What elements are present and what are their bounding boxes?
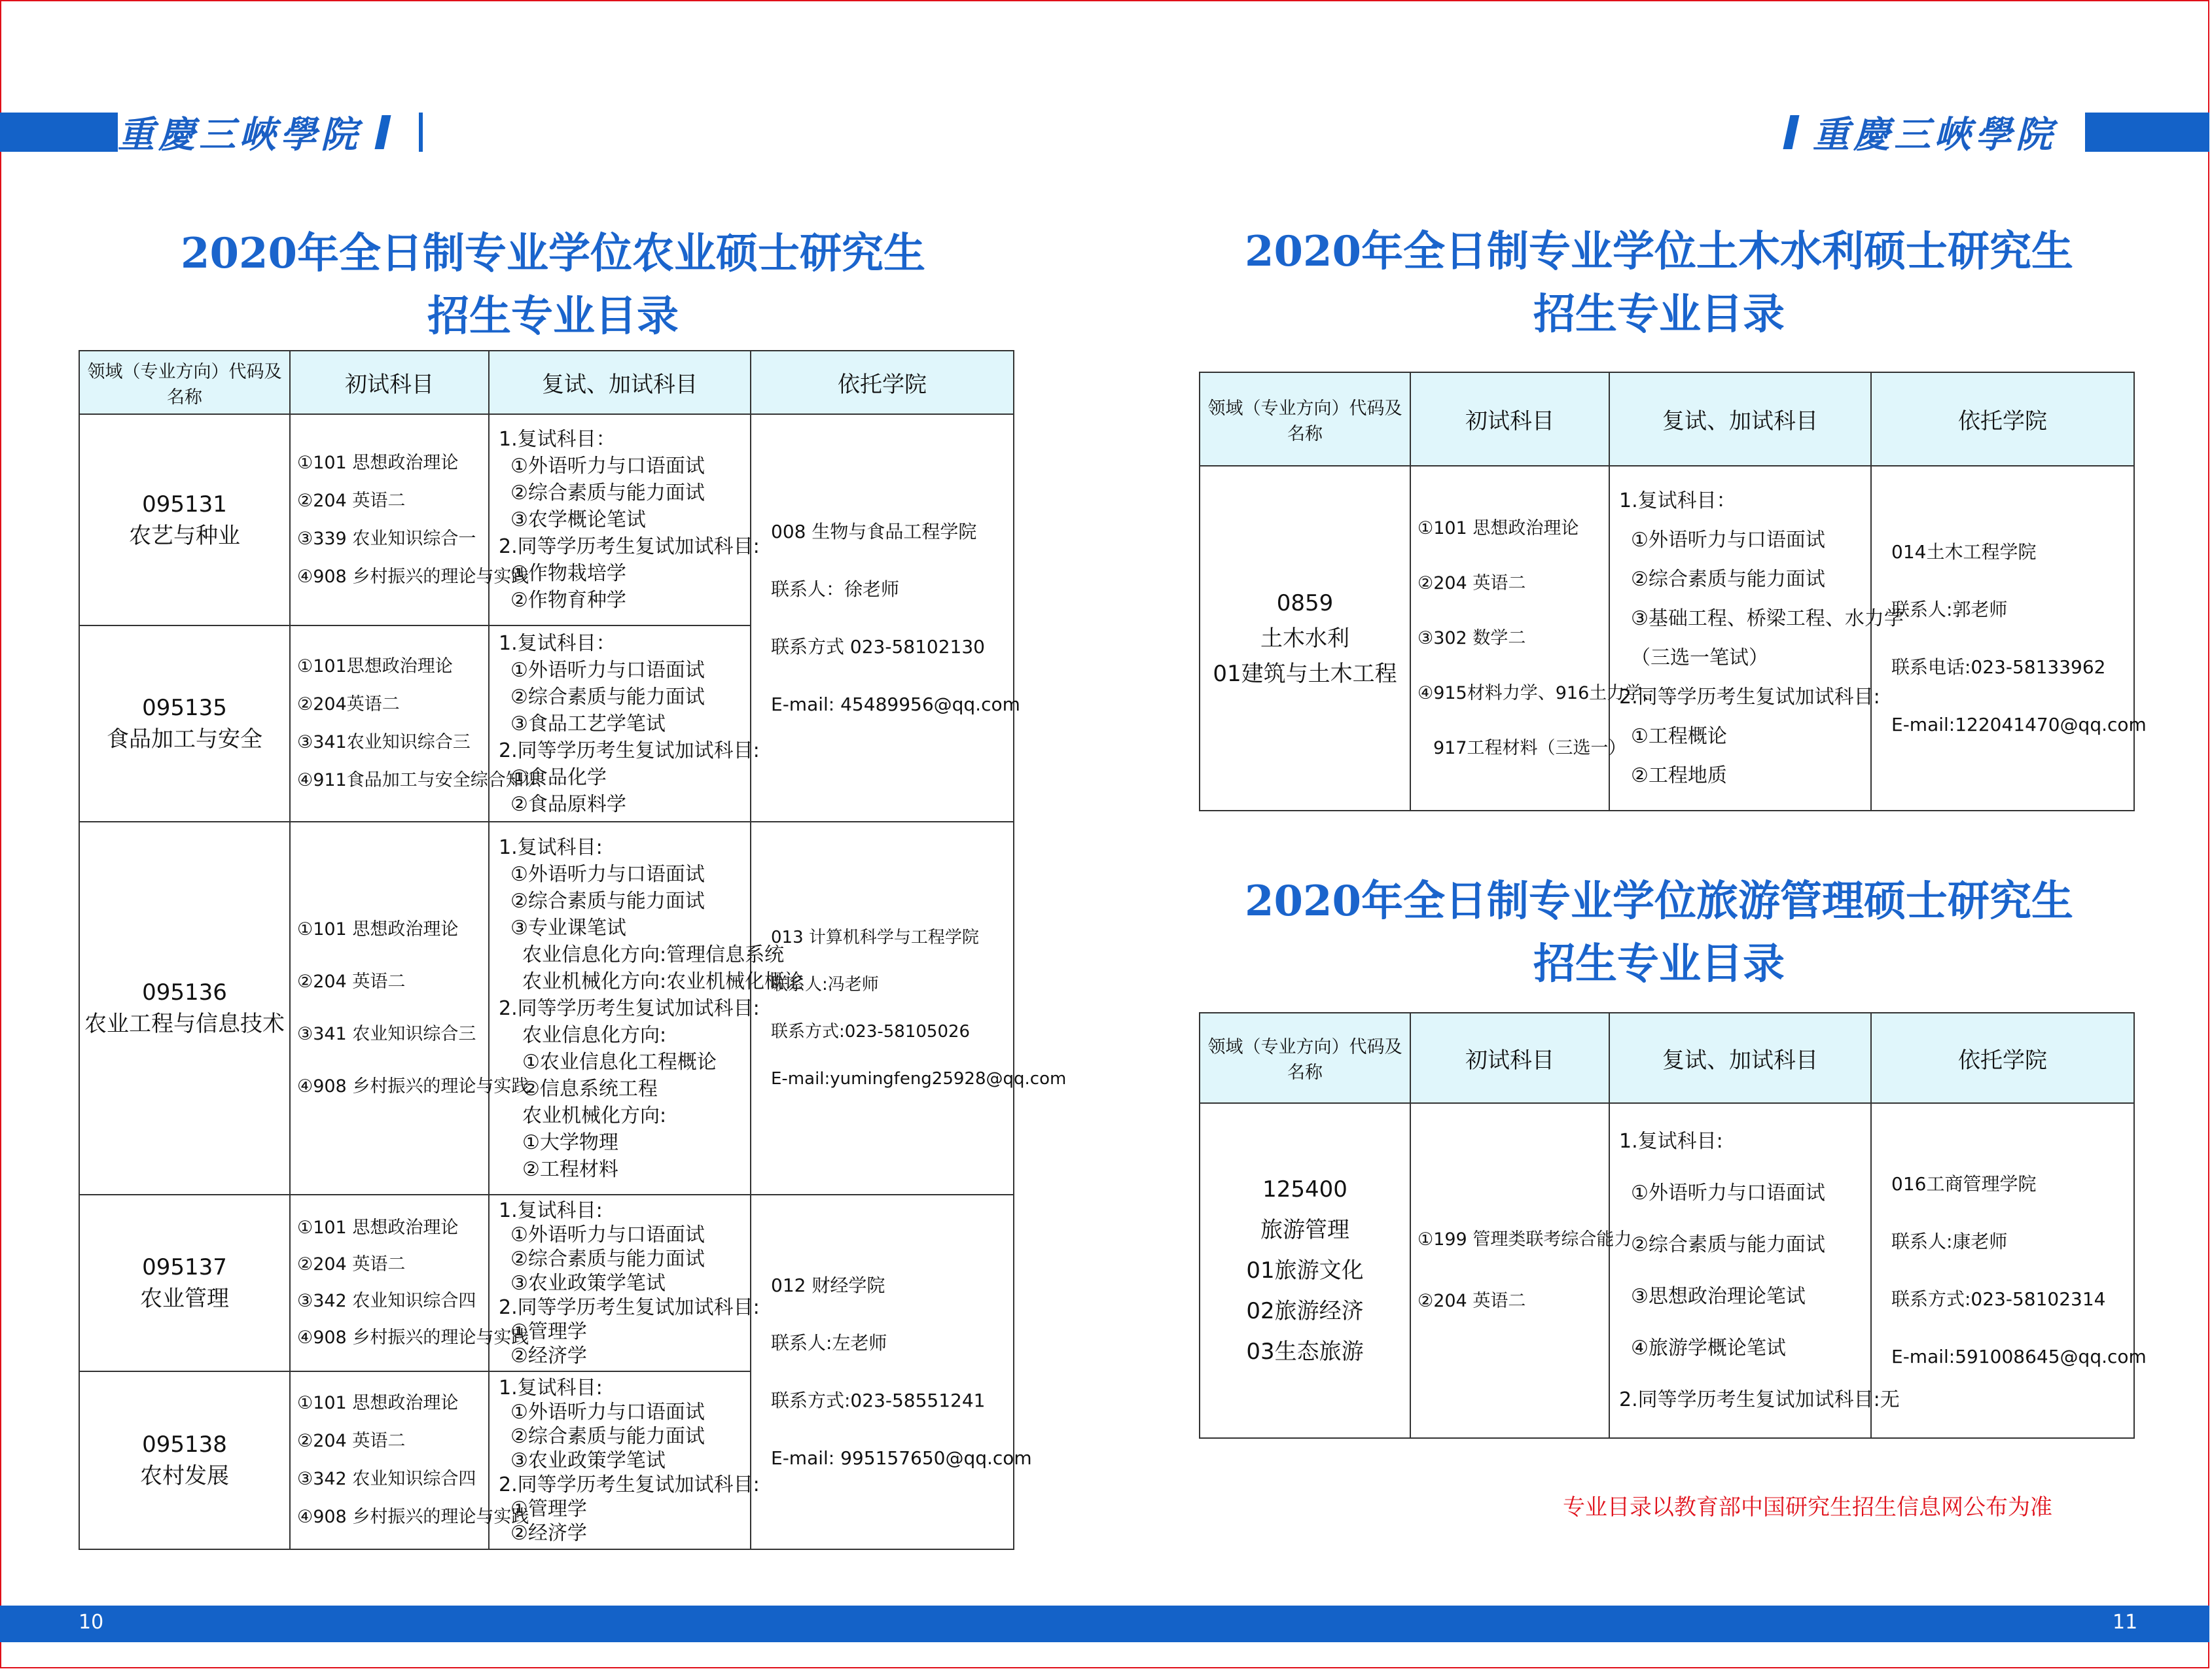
table-row — [79, 822, 1014, 1195]
retest-item: ②信息系统工程 — [522, 1077, 658, 1100]
retest-item: ①工程概论 — [1631, 724, 1727, 748]
exam-item: ②204 英语二 — [1418, 1291, 1526, 1311]
major-cell — [1200, 1103, 1410, 1438]
college-cell — [751, 822, 1067, 1195]
retest-subjects — [489, 1195, 760, 1371]
retest-item: 农业信息化方向:管理信息系统 — [522, 943, 785, 966]
major-cell — [79, 1371, 290, 1549]
table-row — [1200, 1103, 2134, 1438]
retest-item: ④旅游学概论笔试 — [1631, 1337, 1786, 1360]
table-row — [79, 1195, 1014, 1371]
civil-title — [1185, 220, 2133, 346]
left-title — [79, 222, 1027, 348]
title-line-1: 2020年全日制专业学位旅游管理硕士研究生 — [1244, 877, 2074, 926]
retest-item: ①大学物理 — [522, 1131, 618, 1154]
college-email: E-mail:yumingfeng25928@qq.com — [771, 1069, 1067, 1089]
college-contact: 联系人:左老师 — [771, 1332, 887, 1354]
agriculture-catalog-table — [79, 350, 1067, 1550]
logo-text: 重慶三峽學院 — [118, 113, 361, 156]
retest-item: ①作物栽培学 — [510, 562, 626, 585]
retest-item: 2.同等学历考生复试加试科目: — [499, 739, 760, 762]
retest-item: ③基础工程、桥梁工程、水力学 — [1631, 607, 1904, 630]
major-code: 095135 — [142, 695, 227, 721]
table-header-row — [1200, 1013, 2134, 1103]
college-email: E-mail:122041470@qq.com — [1891, 713, 2147, 735]
table-row — [1200, 466, 2134, 811]
exam-subjects — [290, 1195, 529, 1371]
college-email: E-mail: 995157650@qq.com — [771, 1447, 1032, 1469]
exam-item: ④911食品加工与安全综合知识 — [297, 770, 541, 790]
major-direction: 01旅游文化 — [1246, 1258, 1364, 1284]
exam-item: ④908 乡村振兴的理论与实践 — [297, 566, 529, 587]
retest-item: ①外语听力与口语面试 — [510, 658, 705, 682]
retest-item: ②经济学 — [510, 1521, 587, 1545]
exam-subjects — [290, 414, 529, 625]
retest-item: ②综合素质与能力面试 — [1631, 1233, 1825, 1256]
exam-subjects — [290, 625, 541, 822]
retest-item: ①农业信息化工程概论 — [522, 1050, 717, 1074]
exam-item: ①101 思想政治理论 — [1418, 518, 1579, 538]
column-header: 依托学院 — [751, 351, 1014, 414]
exam-subjects — [290, 1371, 529, 1549]
retest-item: 农业机械化方向: — [522, 1104, 667, 1127]
retest-item: ①外语听力与口语面试 — [1631, 1182, 1825, 1205]
retest-item: ①外语听力与口语面试 — [510, 1400, 705, 1424]
college-name: 016工商管理学院 — [1891, 1173, 2037, 1195]
exam-item: ③342 农业知识综合四 — [297, 1469, 476, 1489]
college-cell — [751, 414, 1020, 822]
retest-item: ②综合素质与能力面试 — [510, 482, 705, 504]
college-contact: 联系人:郭老师 — [1891, 598, 2008, 620]
retest-item: ①外语听力与口语面试 — [510, 1223, 705, 1246]
column-header: 依托学院 — [1871, 1013, 2134, 1103]
exam-item: ①101思想政治理论 — [297, 656, 453, 677]
college-contact: 联系人:康老师 — [1891, 1231, 2008, 1252]
retest-item: 1.复试科目： — [1619, 489, 1736, 512]
major-name: 食品加工与安全 — [107, 726, 262, 752]
college-name: 014土木工程学院 — [1891, 540, 2037, 563]
major-code: 095131 — [142, 491, 227, 518]
exam-subjects — [1410, 1103, 1632, 1438]
retest-item: ①管理学 — [510, 1320, 587, 1343]
logo-text: 重慶三峽學院 — [1813, 113, 2056, 156]
college-contact: 联系人:冯老师 — [771, 975, 879, 994]
exam-item: ②204 英语二 — [297, 1254, 406, 1275]
retest-item: ②工程材料 — [522, 1157, 618, 1181]
column-header: 领域（专业方向）代码及名称 — [79, 351, 290, 414]
retest-subjects — [1609, 466, 1904, 811]
exam-item: ④915材料力学、916土力学、 — [1418, 682, 1660, 703]
major-name: 农业工程与信息技术 — [84, 1011, 285, 1037]
retest-item: 1.复试科目： — [499, 428, 616, 451]
major-code: 095136 — [142, 979, 227, 1006]
retest-subjects — [489, 822, 804, 1195]
table-header-row — [79, 351, 1014, 414]
retest-item: ③思想政治理论笔试 — [1631, 1285, 1806, 1308]
exam-item: ②204 英语二 — [297, 490, 406, 511]
retest-item: 2.同等学历考生复试加试科目:无 — [1619, 1388, 1900, 1411]
retest-item: 1.复试科目: — [499, 836, 603, 859]
college-contact: 联系人：徐老师 — [771, 578, 900, 600]
retest-item: ①外语听力与口语面试 — [510, 862, 705, 886]
college-phone: 联系方式:023-58551241 — [771, 1390, 986, 1411]
major-direction: 02旅游经济 — [1246, 1298, 1364, 1324]
table-row — [79, 414, 1014, 625]
exam-item: ①101 思想政治理论 — [297, 919, 459, 940]
column-header: 初试科目 — [1410, 372, 1609, 466]
major-name: 农艺与种业 — [129, 522, 240, 549]
retest-item: 1.复试科目: — [499, 1199, 603, 1222]
retest-item: 2.同等学历考生复试加试科目: — [499, 1295, 760, 1319]
exam-item: ①101 思想政治理论 — [297, 452, 459, 473]
retest-item: 2.同等学历考生复试加试科目: — [1619, 685, 1880, 709]
retest-item: ①食品化学 — [510, 765, 607, 789]
retest-item: ②综合素质与能力面试 — [510, 1247, 705, 1271]
column-header: 复试、加试科目 — [1609, 1013, 1871, 1103]
college-phone: 联系方式 023-58102130 — [771, 635, 985, 658]
major-cell — [79, 1195, 290, 1371]
exam-item: ④908 乡村振兴的理论与实践 — [297, 1328, 529, 1348]
major-name: 农村发展 — [140, 1463, 229, 1489]
tourism-title — [1185, 870, 2133, 996]
retest-item: ③农学概论笔试 — [510, 508, 646, 531]
major-cell — [1200, 466, 1410, 811]
column-header: 复试、加试科目 — [1609, 372, 1871, 466]
logo-tick — [374, 115, 391, 149]
exam-subjects — [1410, 466, 1660, 811]
retest-item: ③专业课笔试 — [510, 916, 626, 940]
retest-subjects — [489, 414, 760, 625]
retest-item: ②综合素质与能力面试 — [510, 685, 705, 709]
college-name: 012 财经学院 — [771, 1275, 885, 1296]
retest-item: ②食品原料学 — [510, 792, 626, 816]
column-header: 初试科目 — [1410, 1013, 1609, 1103]
major-code: 095137 — [142, 1254, 227, 1280]
exam-item: ①199 管理类联考综合能力 — [1418, 1229, 1632, 1250]
major-direction: 03生态旅游 — [1246, 1339, 1364, 1365]
retest-item: 1.复试科目: — [1619, 1130, 1723, 1153]
college-name: 013 计算机科学与工程学院 — [771, 928, 979, 947]
college-cell — [1871, 1103, 2147, 1438]
retest-item: ②工程地质 — [1631, 764, 1727, 787]
exam-subjects — [290, 822, 529, 1195]
logo-left — [118, 106, 419, 158]
retest-item: ②经济学 — [510, 1344, 587, 1367]
retest-item: （三选一笔试） — [1631, 646, 1768, 669]
major-name: 土木水利 — [1260, 625, 1349, 652]
college-phone: 联系方式:023-58105026 — [771, 1022, 971, 1042]
major-cell — [79, 414, 290, 625]
college-email: E-mail:591008645@qq.com — [1891, 1346, 2147, 1367]
exam-item: ①101 思想政治理论 — [297, 1393, 459, 1413]
college-email: E-mail: 45489956@qq.com — [771, 693, 1020, 715]
exam-item: ③341 农业知识综合三 — [297, 1024, 476, 1044]
exam-item: ①101 思想政治理论 — [297, 1218, 459, 1238]
college-phone: 联系方式:023-58102314 — [1891, 1288, 2106, 1310]
page-number-right: 11 — [2113, 1611, 2138, 1634]
exam-item: ③302 数学二 — [1418, 627, 1526, 648]
title-line-1: 2020年全日制专业学位农业硕士研究生 — [180, 229, 926, 278]
retest-subjects — [1609, 1103, 1900, 1438]
exam-item: ②204 英语二 — [1418, 572, 1526, 593]
title-line-1: 2020年全日制专业学位土木水利硕士研究生 — [1244, 227, 2074, 276]
catalog-note: 专业目录以教育部中国研究生招生信息网公布为准 — [1563, 1494, 2052, 1521]
retest-item: ①外语听力与口语面试 — [510, 455, 705, 478]
retest-subjects — [489, 625, 760, 822]
retest-subjects — [489, 1371, 760, 1549]
retest-item: ②作物育种学 — [510, 589, 626, 612]
title-line-2: 招生专业目录 — [1533, 940, 1785, 989]
title-line-2: 招生专业目录 — [1533, 290, 1785, 339]
retest-item: 1.复试科目： — [499, 631, 616, 655]
civil-catalog-table — [1199, 372, 2147, 811]
tourism-catalog-table — [1199, 1012, 2147, 1439]
retest-item: 2.同等学历考生复试加试科目: — [499, 996, 760, 1020]
retest-item: ②综合素质与能力面试 — [510, 1424, 705, 1448]
table-header-row — [1200, 372, 2134, 466]
column-header: 领域（专业方向）代码及名称 — [1200, 372, 1410, 466]
retest-item: 2.同等学历考生复试加试科目: — [499, 1473, 760, 1496]
column-header: 领域（专业方向）代码及名称 — [1200, 1013, 1410, 1103]
major-cell — [79, 625, 290, 822]
college-cell — [751, 1195, 1032, 1549]
retest-item: ③农业政策学笔试 — [510, 1449, 666, 1472]
exam-item: 917工程材料（三选一） — [1433, 737, 1626, 758]
exam-item: ②204 英语二 — [297, 972, 406, 992]
retest-item: 农业信息化方向: — [522, 1023, 667, 1047]
major-cell — [79, 822, 290, 1195]
retest-item: ②综合素质与能力面试 — [510, 889, 705, 913]
college-name: 008 生物与食品工程学院 — [771, 520, 977, 542]
college-phone: 联系电话:023-58133962 — [1891, 656, 2106, 678]
exam-item: ④908 乡村振兴的理论与实践 — [297, 1507, 529, 1527]
exam-item: ④908 乡村振兴的理论与实践 — [297, 1076, 529, 1097]
footer-band — [0, 1606, 2209, 1642]
exam-item: ③342 农业知识综合四 — [297, 1291, 476, 1311]
major-code: 0859 — [1276, 589, 1334, 616]
retest-item: 1.复试科目: — [499, 1376, 603, 1399]
exam-item: ③341农业知识综合三 — [297, 732, 471, 752]
exam-item: ②204 英语二 — [297, 1431, 406, 1451]
column-header: 复试、加试科目 — [489, 351, 751, 414]
title-line-2: 招生专业目录 — [427, 292, 679, 341]
retest-item: 农业机械化方向:农业机械化概论 — [522, 970, 804, 993]
retest-item: ②综合素质与能力面试 — [1631, 567, 1825, 591]
column-header: 初试科目 — [290, 351, 489, 414]
retest-item: ①外语听力与口语面试 — [1631, 528, 1825, 552]
logo-right — [1787, 106, 2085, 158]
major-code: 125400 — [1262, 1176, 1347, 1203]
major-code: 095138 — [142, 1432, 227, 1458]
college-cell — [1871, 466, 2147, 811]
major-direction: 01建筑与土木工程 — [1213, 660, 1397, 687]
retest-item: 2.同等学历考生复试加试科目: — [499, 535, 760, 558]
page-number-left: 10 — [79, 1611, 104, 1634]
exam-item: ②204英语二 — [297, 694, 400, 714]
exam-item: ③339 农业知识综合一 — [297, 528, 476, 549]
major-name: 农业管理 — [140, 1286, 229, 1312]
retest-item: ③食品工艺学笔试 — [510, 712, 666, 735]
retest-item: ③农业政策学笔试 — [510, 1271, 666, 1295]
retest-item: ①管理学 — [510, 1497, 587, 1521]
column-header: 依托学院 — [1871, 372, 2134, 466]
major-name: 旅游管理 — [1260, 1217, 1349, 1243]
